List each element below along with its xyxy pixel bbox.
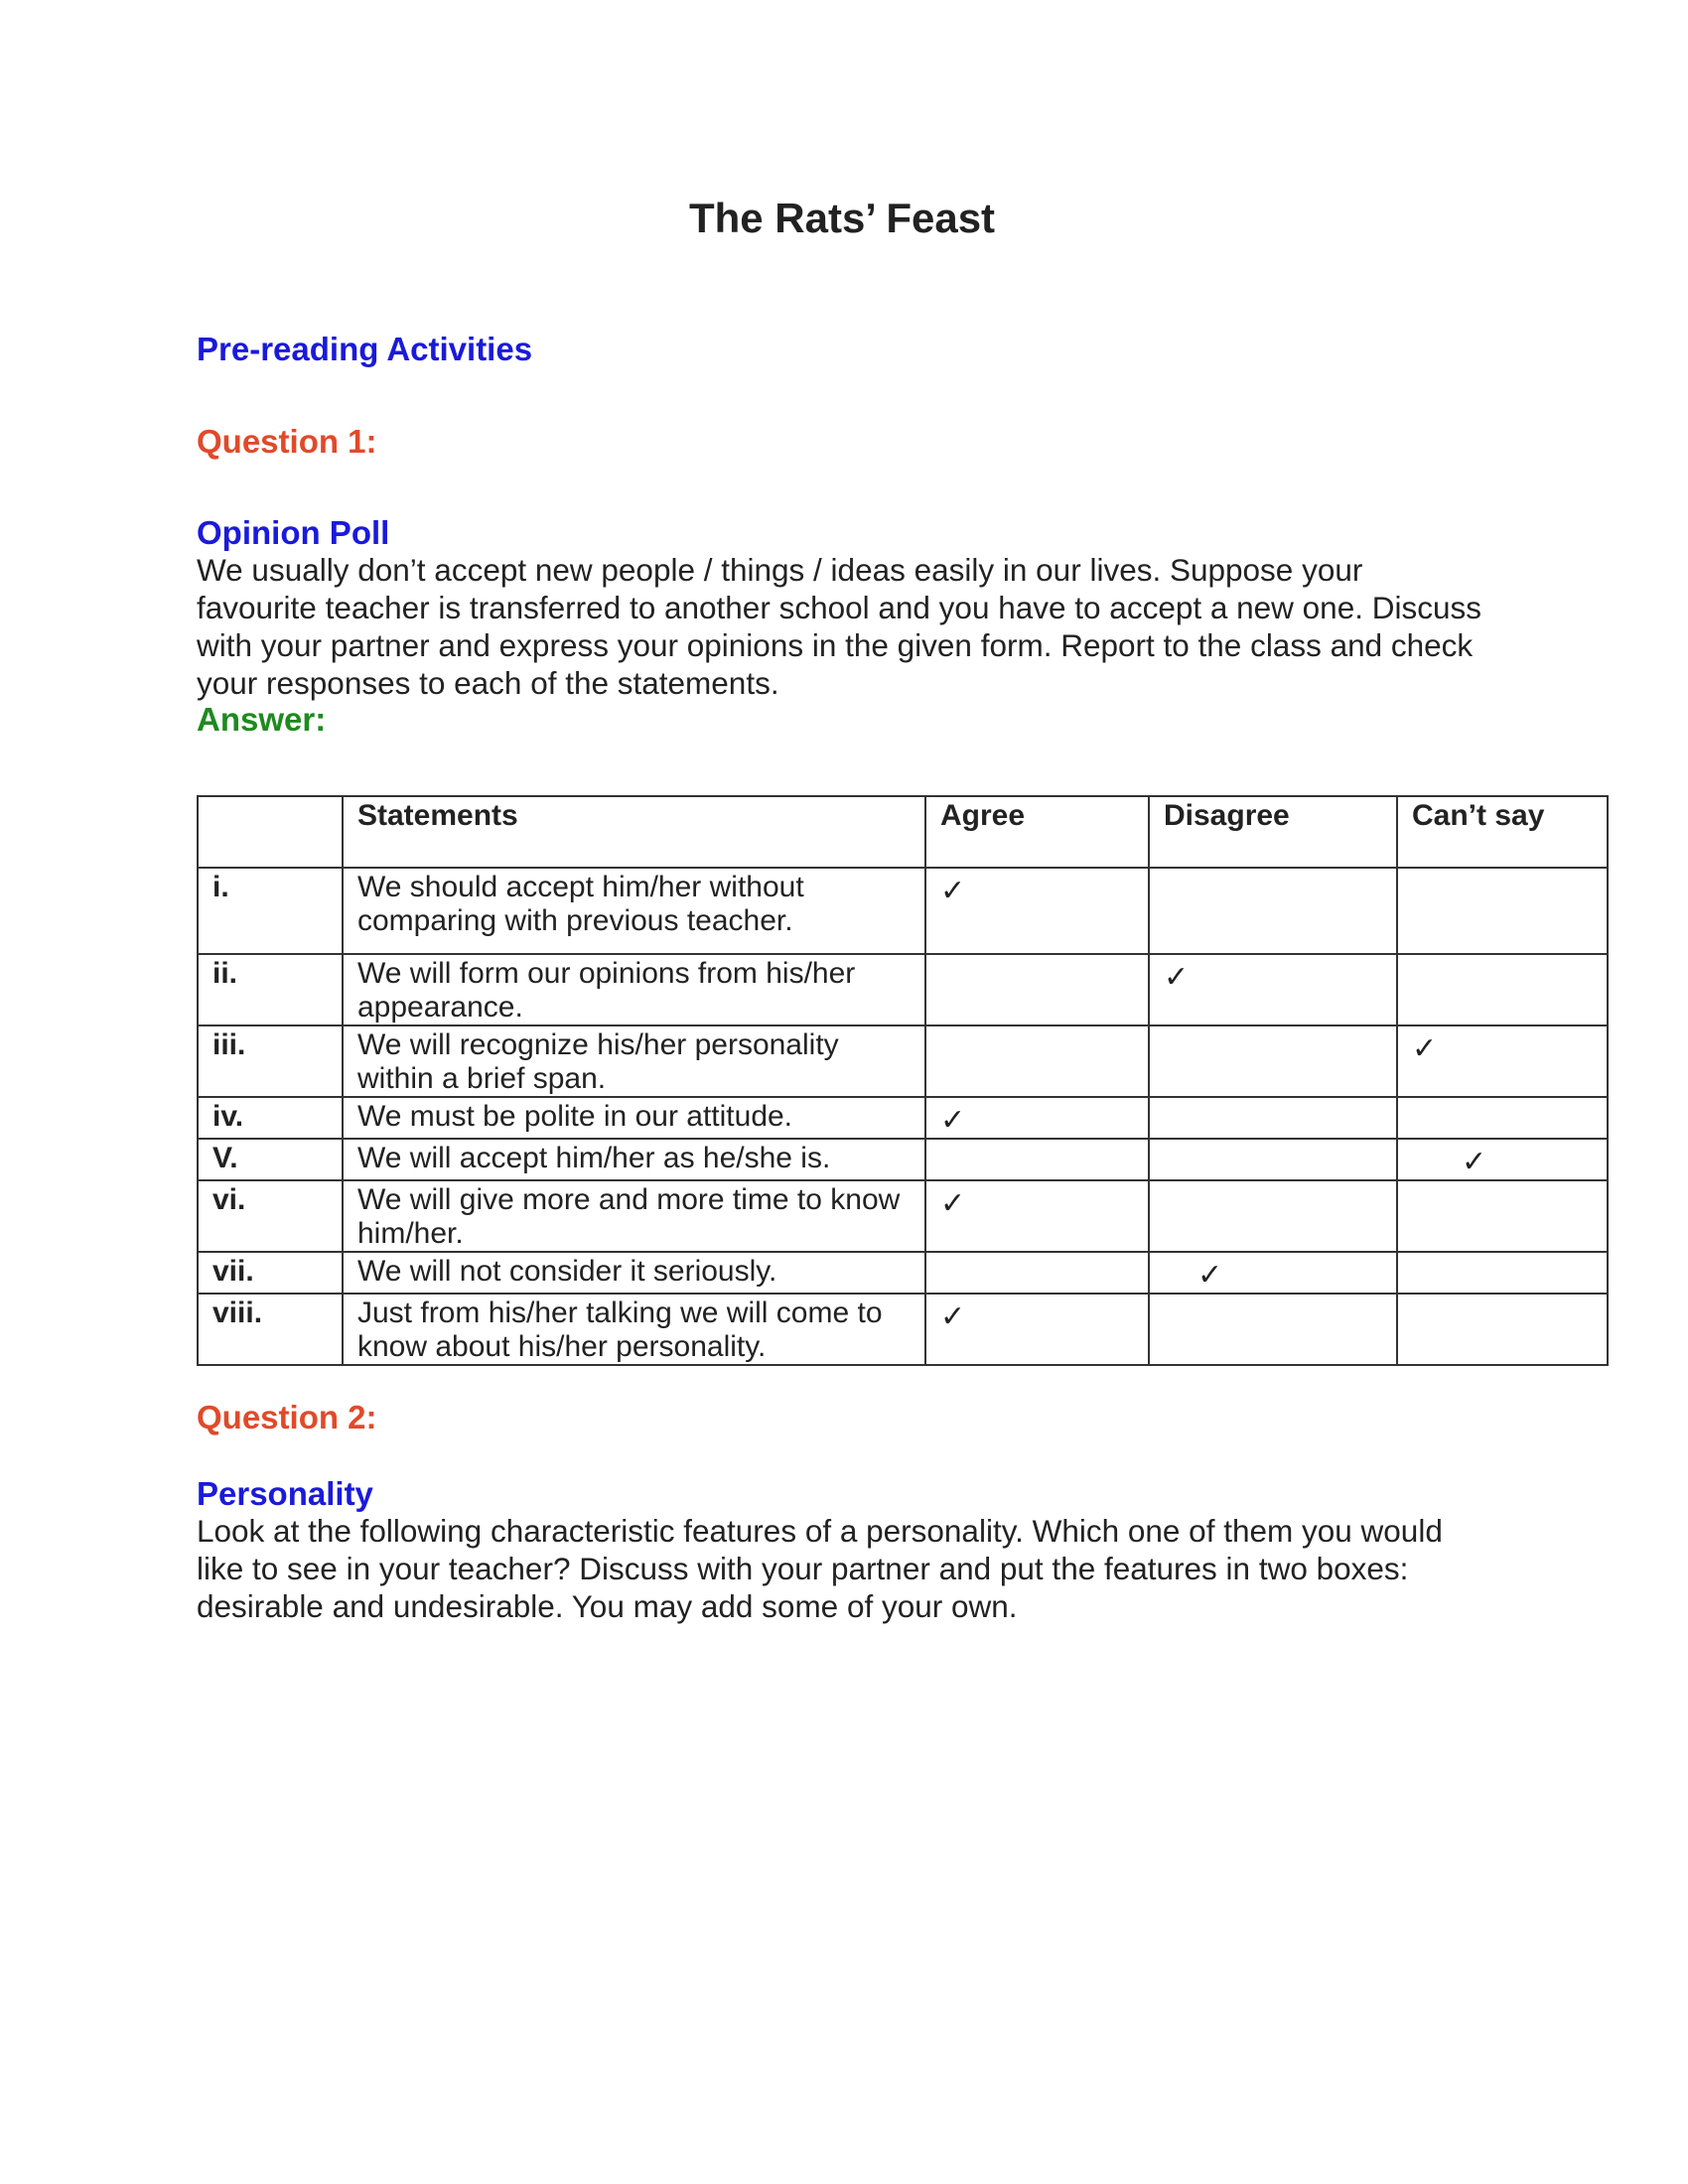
header-cant-say: Can’t say — [1397, 796, 1608, 868]
table-row — [198, 1252, 1608, 1294]
check-mark-icon: ✓ — [1412, 1031, 1438, 1066]
row-number: V. — [198, 1139, 343, 1180]
table-row — [198, 1097, 1608, 1139]
row-number: iv. — [198, 1097, 343, 1139]
opinion-poll-table — [197, 795, 1609, 1366]
check-mark-icon: ✓ — [940, 874, 966, 908]
table-row — [198, 868, 1608, 954]
row-statement: We will give more and more time to know him/her. — [343, 1180, 925, 1252]
personality-heading: Personality — [197, 1475, 373, 1512]
check-mark-icon: ✓ — [1197, 1258, 1223, 1293]
row-number: ii. — [198, 954, 343, 1025]
table-row — [198, 1180, 1608, 1252]
row-statement: We will recognize his/her personality within a brief span. — [343, 1025, 925, 1097]
row-statement: We should accept him/her without comparing with previous teacher. — [343, 868, 925, 954]
header-disagree: Disagree — [1149, 796, 1397, 868]
header-number — [198, 796, 343, 868]
table-row — [198, 1294, 1608, 1365]
table-row — [198, 1139, 1608, 1180]
question-1-label: Question 1: — [197, 423, 377, 460]
opinion-poll-heading: Opinion Poll — [197, 514, 390, 551]
row-number: viii. — [198, 1294, 343, 1365]
row-number: vii. — [198, 1252, 343, 1294]
table-row — [198, 1025, 1608, 1097]
question-2-label: Question 2: — [197, 1399, 377, 1435]
check-mark-icon: ✓ — [1462, 1145, 1487, 1179]
row-statement: We will accept him/her as he/she is. — [343, 1139, 925, 1180]
row-statement: We will not consider it seriously. — [343, 1252, 925, 1294]
row-number: iii. — [198, 1025, 343, 1097]
check-mark-icon: ✓ — [940, 1103, 966, 1138]
document-title: The Rats’ Feast — [688, 195, 996, 241]
question-2-text: Look at the following characteristic features of a personality. Which one of them you would like to see in your teacher? Discuss with your partner and put the features in two boxes: desirable and undesirable. You may add some of your own. — [197, 1513, 1443, 1624]
answer-label: Answer: — [197, 701, 327, 738]
check-mark-icon: ✓ — [1164, 960, 1190, 995]
row-statement: Just from his/her talking we will come to know about his/her personality. — [343, 1294, 925, 1365]
section-heading: Pre-reading Activities — [197, 331, 533, 367]
question-1-text: We usually don’t accept new people / things / ideas easily in our lives. Suppose your favourite teacher is transferred to another school and you have to accept a new one. Discuss with your partner and express your opinions in the given form. Report to the class and check your responses to each of the statements. — [197, 552, 1481, 701]
row-number: vi. — [198, 1180, 343, 1252]
table-row — [198, 954, 1608, 1025]
header-agree: Agree — [925, 796, 1149, 868]
check-mark-icon: ✓ — [940, 1186, 966, 1221]
row-statement: We will form our opinions from his/her appearance. — [343, 954, 925, 1025]
row-statement: We must be polite in our attitude. — [343, 1097, 925, 1139]
header-statements: Statements — [343, 796, 925, 868]
check-mark-icon: ✓ — [940, 1299, 966, 1334]
table-header-row — [198, 796, 1608, 868]
row-number: i. — [198, 868, 343, 954]
